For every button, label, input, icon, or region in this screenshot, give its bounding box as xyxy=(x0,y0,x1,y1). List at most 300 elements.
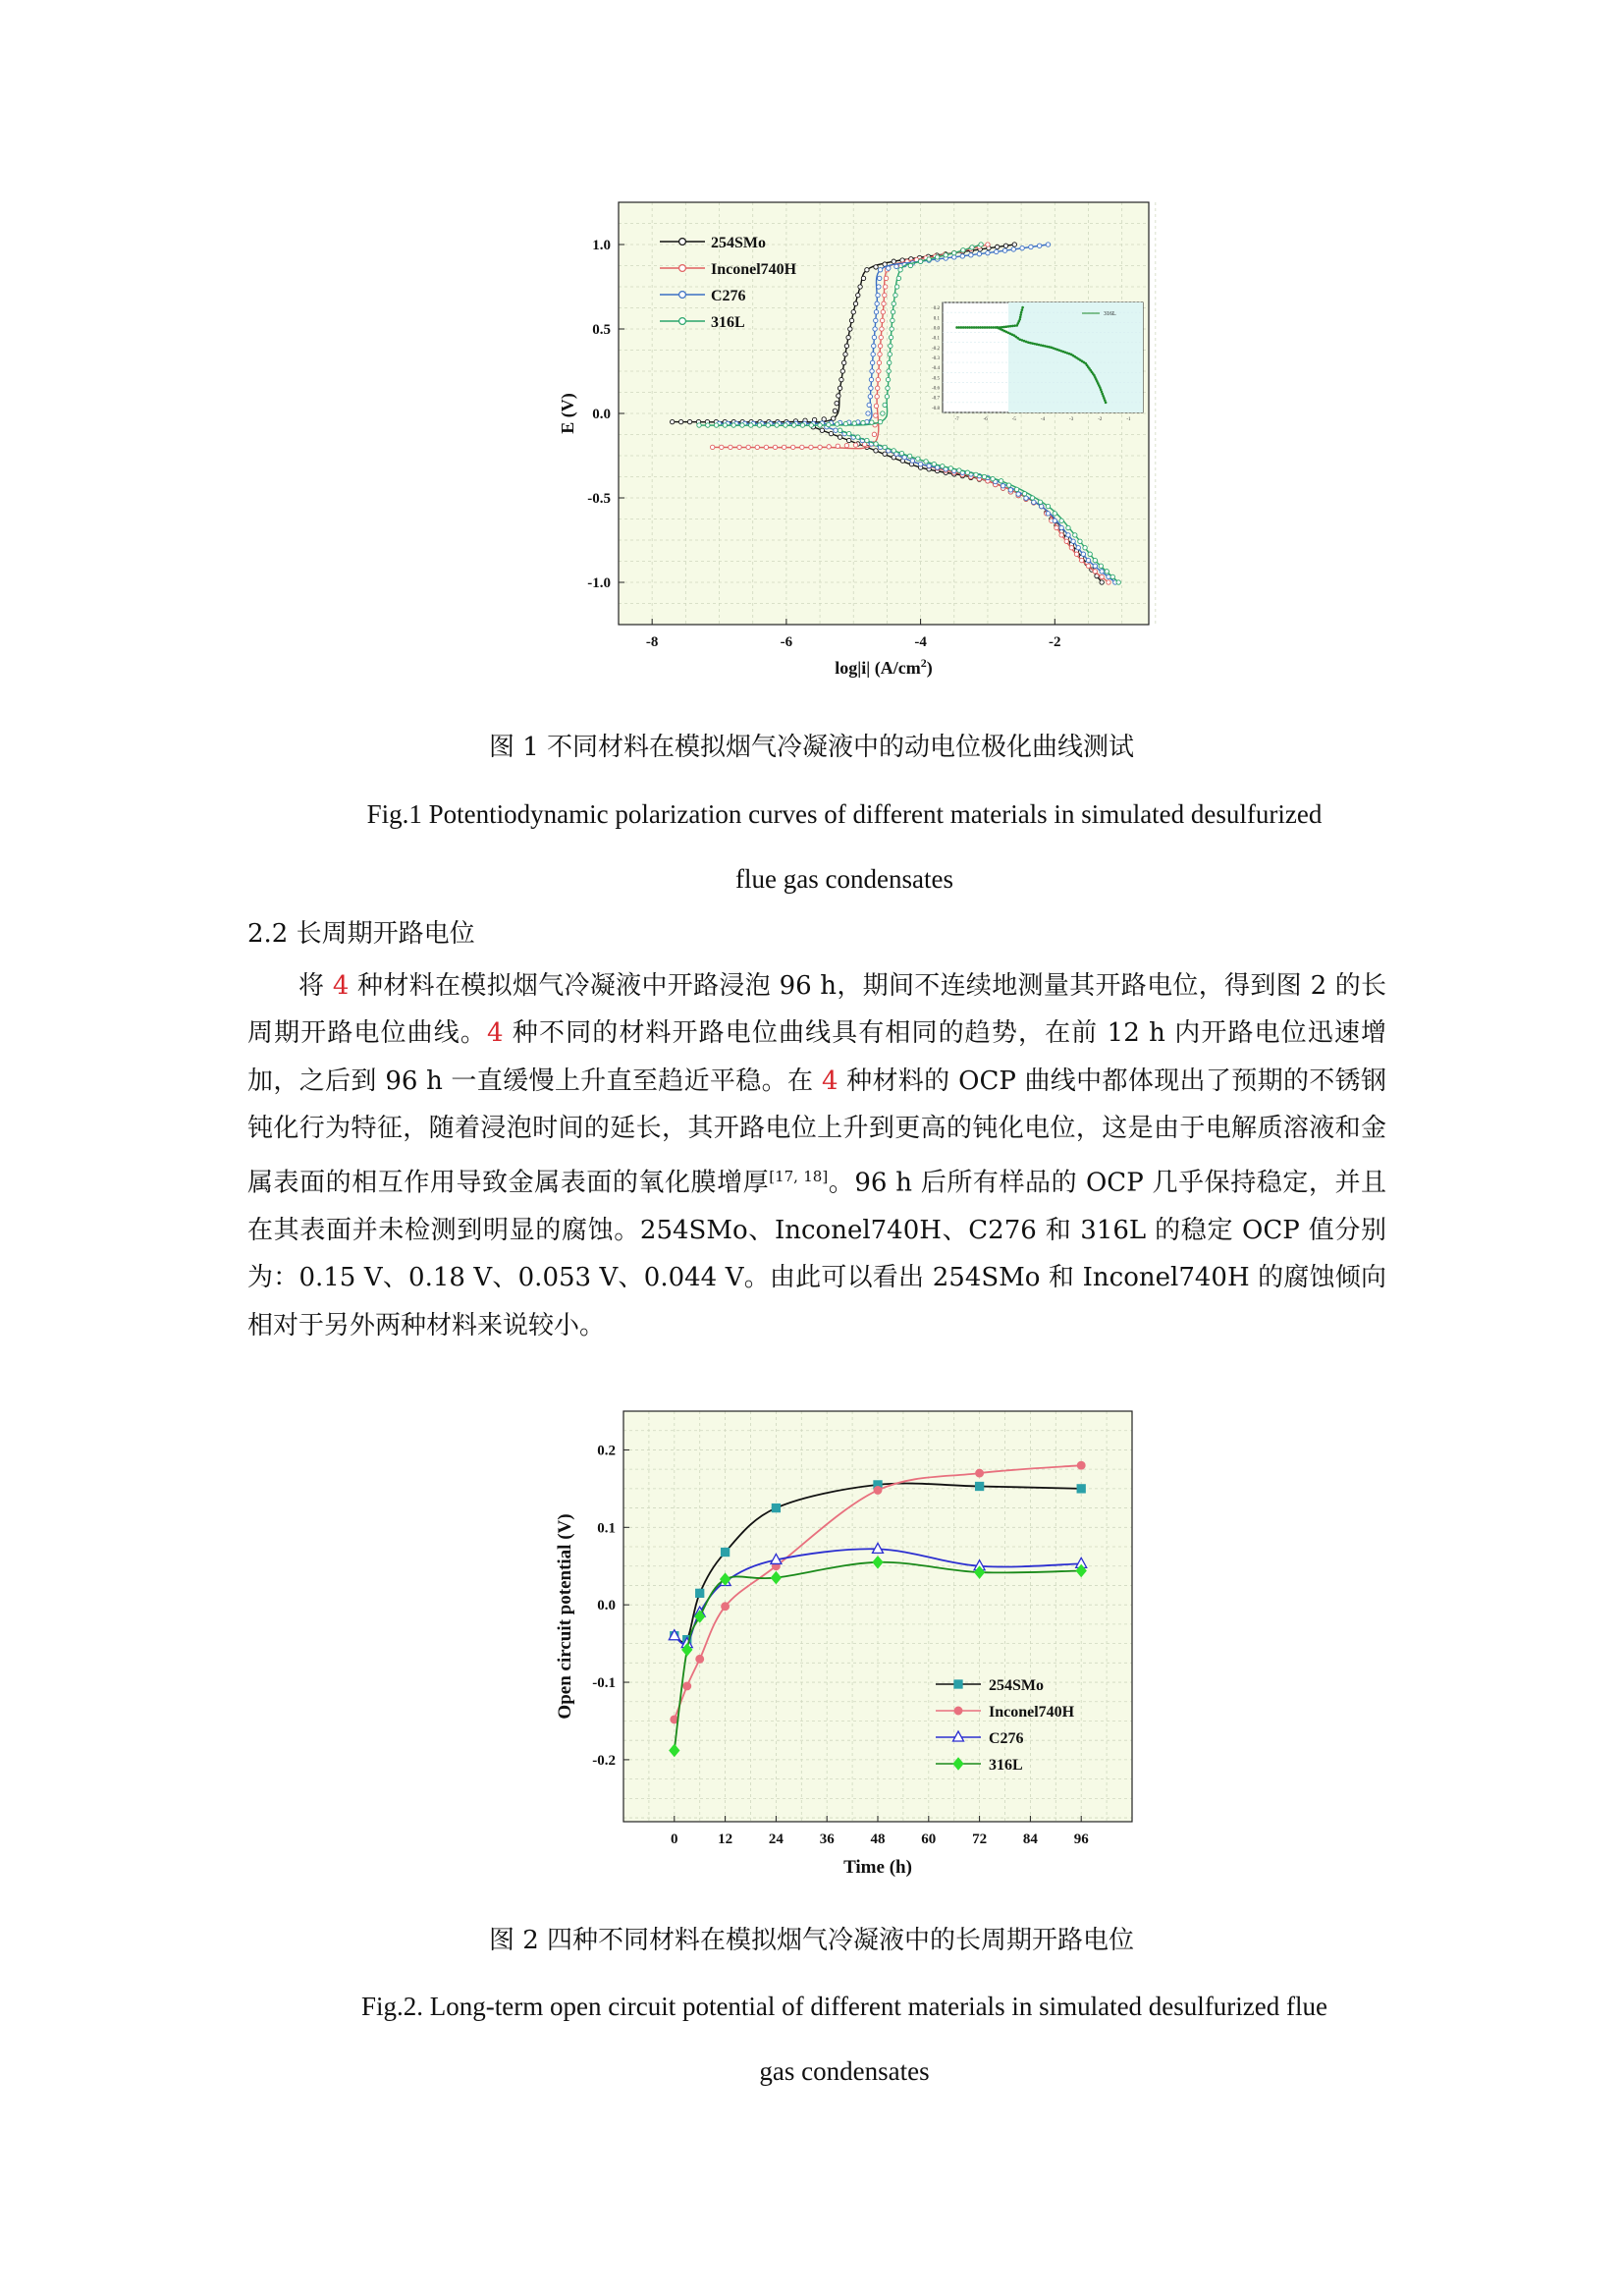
data-point xyxy=(755,445,759,449)
legend-marker xyxy=(679,318,686,325)
data-point xyxy=(865,268,869,272)
data-point xyxy=(746,445,750,449)
data-point xyxy=(976,1469,984,1477)
data-point xyxy=(722,1603,730,1611)
data-point xyxy=(986,250,990,254)
figure-1 xyxy=(550,187,1178,721)
data-point xyxy=(775,423,779,427)
inset-y-tick-label: -0.4 xyxy=(932,366,940,372)
y-axis-label: E (V) xyxy=(558,393,577,434)
data-point xyxy=(870,360,874,364)
data-point xyxy=(883,452,887,456)
data-point xyxy=(1059,533,1063,537)
data-point xyxy=(1008,488,1012,492)
inset-data-point xyxy=(1020,311,1023,314)
data-point xyxy=(871,353,875,356)
data-point xyxy=(1078,539,1082,543)
data-point xyxy=(876,293,880,297)
data-point xyxy=(874,318,878,322)
data-point xyxy=(749,423,753,427)
data-point xyxy=(1038,500,1042,504)
data-point xyxy=(865,438,869,442)
data-point xyxy=(1066,533,1070,537)
inset-data-point xyxy=(1019,313,1022,316)
x-tick-label: 84 xyxy=(1022,1831,1038,1847)
inset-data-point xyxy=(1002,326,1005,329)
data-point xyxy=(835,422,839,426)
data-point xyxy=(907,454,911,458)
data-point xyxy=(974,472,978,476)
data-point xyxy=(875,301,879,305)
x-tick-label: 0 xyxy=(671,1831,678,1847)
legend-marker xyxy=(954,1680,962,1688)
data-point xyxy=(874,1487,882,1495)
data-point xyxy=(1093,564,1097,568)
data-point xyxy=(1046,512,1050,516)
data-point xyxy=(1003,244,1007,247)
data-point xyxy=(878,276,882,280)
data-point xyxy=(866,411,870,415)
data-point xyxy=(885,395,889,399)
data-point xyxy=(861,276,865,280)
data-point xyxy=(977,251,981,255)
data-point xyxy=(757,423,761,427)
inset-data-point xyxy=(1011,325,1014,328)
data-point xyxy=(1053,519,1056,522)
data-point xyxy=(891,318,894,322)
figure-1-caption-zh: 图 1 不同材料在模拟烟气冷凝液中的动电位极化曲线测试 xyxy=(488,733,1135,762)
data-point xyxy=(869,377,873,381)
data-point xyxy=(878,419,882,423)
data-point xyxy=(878,344,882,348)
data-point xyxy=(1083,546,1087,550)
data-point xyxy=(896,276,900,280)
data-point xyxy=(856,435,860,439)
data-point xyxy=(858,285,862,289)
data-point xyxy=(837,394,840,398)
x-axis-label: Time (h) xyxy=(843,1857,912,1878)
data-point xyxy=(887,369,891,373)
data-point xyxy=(889,335,893,339)
data-point xyxy=(1029,245,1033,248)
data-point xyxy=(877,360,881,364)
data-point xyxy=(1076,546,1080,550)
legend-marker xyxy=(679,265,686,272)
data-point xyxy=(1100,574,1104,578)
data-point xyxy=(800,445,804,449)
data-point xyxy=(764,445,768,449)
data-point xyxy=(1073,533,1077,537)
y-tick-label: -0.1 xyxy=(592,1675,616,1692)
data-point xyxy=(782,445,785,449)
data-point xyxy=(995,249,999,253)
figure-1-caption-en xyxy=(314,782,1375,911)
data-point xyxy=(884,276,888,280)
data-point xyxy=(874,265,878,269)
y-tick-label: -1.0 xyxy=(587,575,611,591)
inset-data-point xyxy=(1018,318,1021,321)
data-point xyxy=(1088,552,1092,556)
x-tick-label: -8 xyxy=(645,634,659,650)
legend-label: Inconel740H xyxy=(711,261,797,278)
data-point xyxy=(740,423,744,427)
inset-data-point xyxy=(1019,316,1022,319)
figure-2-caption-en-line-2: gas condensates xyxy=(759,2056,930,2086)
data-point xyxy=(1069,546,1073,550)
y-tick-label: 0.5 xyxy=(592,322,611,338)
data-point xyxy=(844,344,848,348)
y-axis-label: Open circuit potential (V) xyxy=(555,1513,575,1720)
data-point xyxy=(999,479,1002,483)
data-point xyxy=(952,255,956,259)
data-point xyxy=(878,268,882,272)
data-point xyxy=(1014,487,1018,491)
data-point xyxy=(820,428,824,432)
x-axis-label-main: log|i| (A/cm xyxy=(835,658,921,678)
data-point xyxy=(876,386,880,390)
data-point xyxy=(1002,248,1006,252)
inset-y-tick-label: 0.0 xyxy=(933,326,940,332)
inset-data-point xyxy=(1105,402,1108,405)
data-point xyxy=(848,327,852,331)
data-point xyxy=(886,377,890,381)
data-point xyxy=(887,360,891,364)
legend-label: 316L xyxy=(711,314,745,331)
data-point xyxy=(1116,580,1120,584)
figure-1-caption-en-line-1: Fig.1 Potentiodynamic polarization curves of different materials in simulated desulfurized xyxy=(366,799,1323,829)
data-point xyxy=(883,445,887,449)
data-point xyxy=(880,327,884,331)
data-point xyxy=(846,335,850,339)
data-point xyxy=(1086,564,1090,568)
data-point xyxy=(772,1504,780,1512)
data-point xyxy=(976,1483,984,1491)
data-point xyxy=(868,395,872,399)
data-point xyxy=(876,377,880,381)
data-point xyxy=(827,445,831,449)
data-point xyxy=(729,445,732,449)
data-point xyxy=(867,403,871,407)
citation: [17, 18] xyxy=(769,1167,829,1185)
data-point xyxy=(918,259,922,263)
data-point xyxy=(836,444,839,448)
ocp-chart xyxy=(545,1399,1173,1890)
inset-y-tick-label: 0.2 xyxy=(933,306,940,312)
inset-x-tick-label: -3 xyxy=(1069,417,1074,422)
para-text-3: 种不同的材料开路电位曲线具有相同的趋势，在前 12 h 内开路电位迅速增加，之后到 96 h 一直缓慢上升直至趋近平稳。在 xyxy=(247,1018,1386,1096)
data-point xyxy=(1100,580,1104,584)
data-point xyxy=(1086,558,1090,562)
inset-x-tick-label: -4 xyxy=(1040,417,1046,422)
data-point xyxy=(880,318,884,322)
inset-y-tick-label: -0.2 xyxy=(932,346,940,352)
data-point xyxy=(809,423,813,427)
data-point xyxy=(1016,492,1020,496)
x-tick-label: 24 xyxy=(768,1831,784,1847)
x-tick-label: 36 xyxy=(819,1831,835,1847)
para-text-2: 种材料在模拟烟气冷凝液中开路浸泡 96 h，期间不连续地测量其开路电位，得到图 2 的长周期开路电位曲线。 xyxy=(247,971,1387,1049)
data-point xyxy=(1055,525,1058,529)
data-point xyxy=(838,435,841,439)
data-point xyxy=(841,360,845,364)
data-point xyxy=(1100,570,1104,574)
data-point xyxy=(835,401,839,405)
data-point xyxy=(849,318,853,322)
data-point xyxy=(1110,574,1114,578)
data-point xyxy=(678,419,682,423)
data-point xyxy=(887,266,891,270)
figure-2-caption-zh: 图 2 四种不同材料在模拟烟气冷凝液中的长周期开路电位 xyxy=(488,1926,1135,1955)
data-point xyxy=(843,353,847,356)
data-point xyxy=(1079,558,1083,562)
legend-marker xyxy=(679,239,686,246)
data-point xyxy=(1024,496,1028,500)
data-point xyxy=(965,470,969,474)
data-point xyxy=(878,353,882,356)
data-point xyxy=(892,259,895,263)
inset-y-tick-label: -0.5 xyxy=(932,376,940,382)
data-point xyxy=(927,257,931,261)
data-point xyxy=(784,423,787,427)
data-point xyxy=(986,243,990,246)
data-point xyxy=(832,416,836,420)
x-tick-label: -2 xyxy=(1049,634,1061,650)
data-point xyxy=(879,335,883,339)
inset-y-tick-label: -0.6 xyxy=(932,386,940,392)
data-point xyxy=(1046,243,1050,246)
figure-1-caption-en-line-2: flue gas condensates xyxy=(735,864,953,894)
data-point xyxy=(944,253,947,257)
data-point xyxy=(696,1589,704,1597)
data-point xyxy=(877,369,881,373)
data-point xyxy=(720,445,724,449)
data-point xyxy=(952,250,956,254)
y-tick-label: 1.0 xyxy=(592,238,611,253)
data-point xyxy=(1093,570,1097,574)
para-text-1: 将 xyxy=(298,971,333,1001)
inset-y-tick-label: -0.3 xyxy=(932,356,940,361)
data-point xyxy=(891,310,894,314)
data-point xyxy=(1077,1485,1085,1493)
data-point xyxy=(861,420,865,424)
data-point xyxy=(833,409,837,412)
x-axis-label-sup: 2 xyxy=(920,656,927,670)
data-point xyxy=(1077,1461,1085,1469)
legend-label: 254SMo xyxy=(989,1677,1044,1694)
data-point xyxy=(969,253,973,257)
data-point xyxy=(877,285,881,289)
data-point xyxy=(1071,539,1075,543)
data-point xyxy=(723,423,727,427)
data-point xyxy=(1001,484,1004,488)
data-point xyxy=(791,445,795,449)
data-point xyxy=(1011,247,1015,251)
data-point xyxy=(843,421,847,425)
data-point xyxy=(766,423,770,427)
data-point xyxy=(714,423,718,427)
data-point xyxy=(1107,580,1110,584)
data-point xyxy=(839,377,843,381)
data-point xyxy=(916,457,920,461)
data-point xyxy=(894,264,898,268)
y-tick-label: 0.0 xyxy=(597,1598,616,1614)
para-text-4: 种材料的 OCP 曲线中都体现出了预期的不锈钢钝化行为特征，随着浸泡时间的延长，其开路电位上升到更高的钝化电位，这是由于电解质溶液和金属表面的相互作用导致金属表面的氧化膜增厚 xyxy=(247,1066,1387,1198)
data-point xyxy=(722,1549,730,1557)
data-point xyxy=(884,285,888,289)
data-point xyxy=(827,422,831,426)
legend-marker xyxy=(954,1707,962,1715)
inset-x-tick-label: -7 xyxy=(954,417,959,422)
data-point xyxy=(892,301,895,305)
para-num-1: 4 xyxy=(332,971,350,1001)
data-point xyxy=(853,301,857,305)
data-point xyxy=(1105,570,1109,574)
inset-chart xyxy=(932,302,1143,422)
data-point xyxy=(872,335,876,339)
data-point xyxy=(898,268,902,272)
data-point xyxy=(935,255,939,259)
x-axis-label-close: ) xyxy=(926,658,933,678)
data-point xyxy=(809,445,813,449)
data-point xyxy=(874,449,878,453)
inset-y-tick-label: -0.1 xyxy=(932,336,940,342)
data-point xyxy=(706,423,710,427)
data-point xyxy=(910,459,914,463)
data-point xyxy=(1066,525,1070,529)
data-point xyxy=(822,417,826,421)
y-tick-label: 0.0 xyxy=(592,407,611,422)
y-tick-label: -0.2 xyxy=(592,1752,616,1769)
data-point xyxy=(818,423,822,427)
data-point xyxy=(927,464,931,467)
inset-y-tick-label: 0.1 xyxy=(933,316,940,322)
x-tick-label: 12 xyxy=(718,1831,733,1847)
data-point xyxy=(1081,552,1085,556)
data-point xyxy=(870,369,874,373)
data-point xyxy=(881,310,885,314)
data-point xyxy=(1074,552,1078,556)
legend-label: C276 xyxy=(711,288,746,304)
data-point xyxy=(908,263,912,267)
data-point xyxy=(1046,504,1050,508)
data-point xyxy=(991,476,995,480)
data-point xyxy=(844,443,848,447)
data-point xyxy=(1037,244,1041,247)
inset-legend-label: 316L xyxy=(1104,311,1116,317)
legend-marker xyxy=(679,292,686,299)
data-point xyxy=(874,404,878,408)
inset-x-tick-label: -2 xyxy=(1098,417,1103,422)
data-point xyxy=(874,413,878,417)
data-point xyxy=(889,344,893,348)
x-tick-label: -4 xyxy=(914,634,927,650)
data-point xyxy=(996,245,1000,248)
data-point xyxy=(800,423,804,427)
legend-label: 316L xyxy=(989,1757,1023,1774)
inset-x-tick-label: -1 xyxy=(1126,417,1131,422)
data-point xyxy=(851,310,855,314)
para-num-3: 4 xyxy=(821,1066,839,1096)
data-point xyxy=(773,445,777,449)
data-point xyxy=(869,386,873,390)
data-point xyxy=(881,411,885,415)
polarization-chart xyxy=(550,187,1178,717)
data-point xyxy=(838,428,841,432)
data-point xyxy=(874,442,878,446)
data-point xyxy=(1059,519,1063,522)
para-text-5: 。96 h 后所有样品的 OCP 几乎保持稳定，并且在其表面并未检测到明显的腐蚀。254SMo、Inconel740H、C276 和 316L 的稳定 OCP 值分别为：0.15 V、0.18 V、0.053 V、0.044 V。由此可以看出 254SMo 和 Inconel740H 的腐蚀倾向相对于另外两种材料来说较小。 xyxy=(247,1168,1386,1340)
data-point xyxy=(1032,500,1036,504)
para-num-2: 4 xyxy=(486,1018,504,1049)
data-point xyxy=(883,293,887,297)
data-point xyxy=(872,432,876,436)
x-tick-label: 60 xyxy=(921,1831,937,1847)
data-point xyxy=(687,419,691,423)
data-point xyxy=(961,248,965,252)
data-point xyxy=(893,293,897,297)
x-axis-label xyxy=(835,656,932,679)
data-point xyxy=(882,301,886,305)
inset-y-tick-label: -0.8 xyxy=(932,406,940,411)
data-point xyxy=(932,462,936,465)
data-point xyxy=(710,445,714,449)
figure-2-caption-en-line-1: Fig.2. Long-term open circuit potential of different materials in simulated desulfurized flue xyxy=(361,1992,1327,2021)
data-point xyxy=(872,344,876,348)
data-point xyxy=(737,445,741,449)
data-point xyxy=(970,246,974,249)
data-point xyxy=(670,419,674,423)
data-point xyxy=(696,1656,704,1664)
inset-data-point xyxy=(1021,308,1024,311)
inset-data-point xyxy=(1013,324,1016,327)
data-point xyxy=(846,438,850,442)
data-point xyxy=(852,421,856,425)
legend-label: Inconel740H xyxy=(989,1704,1075,1721)
data-point xyxy=(948,466,952,470)
data-point xyxy=(1030,496,1034,500)
data-point xyxy=(683,1682,691,1690)
data-point xyxy=(902,456,906,460)
data-point xyxy=(1020,246,1024,249)
data-point xyxy=(838,386,841,390)
data-point xyxy=(818,445,822,449)
inset-data-point xyxy=(1005,325,1008,328)
data-point xyxy=(924,460,928,464)
data-point xyxy=(1012,243,1016,246)
data-point xyxy=(840,369,844,373)
data-point xyxy=(892,449,895,453)
figure-2-caption-en xyxy=(314,1974,1375,2104)
legend-label: C276 xyxy=(989,1730,1024,1747)
data-point xyxy=(875,395,879,399)
data-point xyxy=(870,420,874,424)
x-tick-label: -6 xyxy=(780,634,793,650)
data-point xyxy=(960,254,964,258)
data-point xyxy=(1006,483,1010,487)
data-point xyxy=(834,428,838,432)
y-tick-label: 0.2 xyxy=(597,1443,616,1459)
data-point xyxy=(941,465,945,468)
data-point xyxy=(982,474,986,478)
data-point xyxy=(1053,512,1056,516)
x-tick-label: 96 xyxy=(1073,1831,1089,1847)
y-tick-label: 0.1 xyxy=(597,1520,616,1537)
figure-2 xyxy=(545,1399,1173,1894)
inset-x-tick-label: -5 xyxy=(1011,417,1016,422)
body-paragraph xyxy=(247,962,1386,1349)
data-point xyxy=(979,243,983,246)
data-point xyxy=(1099,564,1103,568)
